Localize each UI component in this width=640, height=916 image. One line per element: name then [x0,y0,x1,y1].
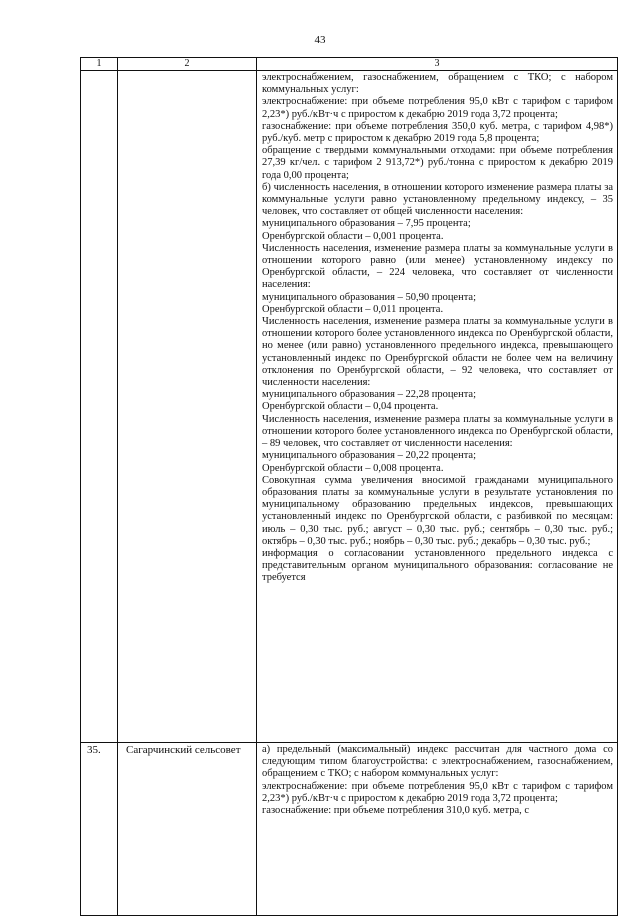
header-col-3: 3 [257,58,618,71]
paragraph: муниципального образования – 20,22 процента; [262,450,477,462]
paragraph: газоснабжение: при объеме потребления 350,0 куб. метра, с тарифом 4,98*) руб./куб. метр с приростом к декабрю 2019 года 5,8 процента; [262,120,613,145]
paragraph: обращение с твердыми коммунальными отходами: при объеме потребления 27,39 кг/чел. с тарифом 2 913,72*) руб./тонна с приростом к декабрю 2019 года 0,00 процента; [262,145,613,181]
paragraph: Численность населения, изменение размера платы за коммунальные услуги в отношении которого более установленного индекса по Оренбургской области, но менее (или равно) установленного предельного индекса, превышающего установленный индекс по Оренбургской области не более чем на величину отклонения по Оренбургской области, – 92 человека, что составляет от численности населения: [262,316,613,389]
paragraph: Оренбургской области – 0,008 процента. [262,462,444,474]
row-number-cell: 35. [81,743,118,916]
paragraph: а) предельный (максимальный) индекс рассчитан для частного дома со следующим типом благоустройства: с электроснабжением, газоснабжением, обращением с ТКО; с набором коммунальных услуг: [262,744,613,780]
paragraph: Оренбургской области – 0,04 процента. [262,401,439,413]
paragraph: Оренбургской области – 0,011 процента. [262,303,444,315]
paragraph: Совокупная сумма увеличения вносимой гражданами муниципального образования платы за коммунальные услуги в результате установления по муниципальному образованию предельных индексов, превышающих установленный индекс по Оренбургской области, с разбивкой по месяцам: июль – 0,30 тыс. руб.; август – 0,30 тыс. руб.; сентябрь – 0,30 тыс. руб.; октябрь – 0,30 тыс. руб.; ноябрь – 0,30 тыс. руб.; декабрь – 0,30 тыс. руб.; [262,474,613,547]
table-row-35 [81,743,618,916]
paragraph: электроснабжением, газоснабжением, обращением с ТКО; с набором коммунальных услуг: [262,72,613,96]
row-description-cell [257,71,618,743]
paragraph: Оренбургской области – 0,001 процента. [262,230,444,242]
paragraph: Численность населения, изменение размера платы за коммунальные услуги в отношении которого более установленного индекса по Оренбургской области, – 89 человек, что составляет от численности населения: [262,413,613,450]
paragraph: газоснабжение: при объеме потребления 310,0 куб. метра, с [262,805,530,817]
paragraph: Численность населения, изменение размера платы за коммунальные услуги в отношении которого равно (или менее) установленному индексу по Оренбургской области, – 224 человека, что составляет от численности населения: [262,242,613,291]
paragraph: электроснабжение: при объеме потребления 95,0 кВт с тарифом с тарифом 2,23*) руб./кВт·ч с приростом к декабрю 2019 года 3,72 процента; [262,780,613,804]
paragraph: б) численность населения, в отношении которого изменение размера платы за коммунальные услуги равно установленному предельному индексу, – 35 человек, что составляет от общей численности населения: [262,181,613,218]
document-table [80,57,618,916]
row-description-cell [257,743,618,916]
table-row-continuation [81,71,618,743]
row-name-cell: Сагарчинский сельсовет [118,743,257,916]
paragraph: муниципального образования – 7,95 процента; [262,218,471,230]
header-col-1: 1 [81,58,118,71]
table-header-row [81,58,618,71]
header-col-2: 2 [118,58,257,71]
paragraph: электроснабжение: при объеме потребления 95,0 кВт с тарифом с тарифом 2,23*) руб./кВт·ч с приростом к декабрю 2019 года 3,72 процента; [262,96,613,120]
page-number: 43 [314,34,326,46]
row-number-cell [81,71,118,743]
row-name-cell [118,71,257,743]
paragraph: муниципального образования – 50,90 процента; [262,291,477,303]
paragraph: муниципального образования – 22,28 процента; [262,389,477,401]
paragraph: информация о согласовании установленного предельного индекса с представительным органом муниципального образования: согласование не требуется [262,547,613,584]
